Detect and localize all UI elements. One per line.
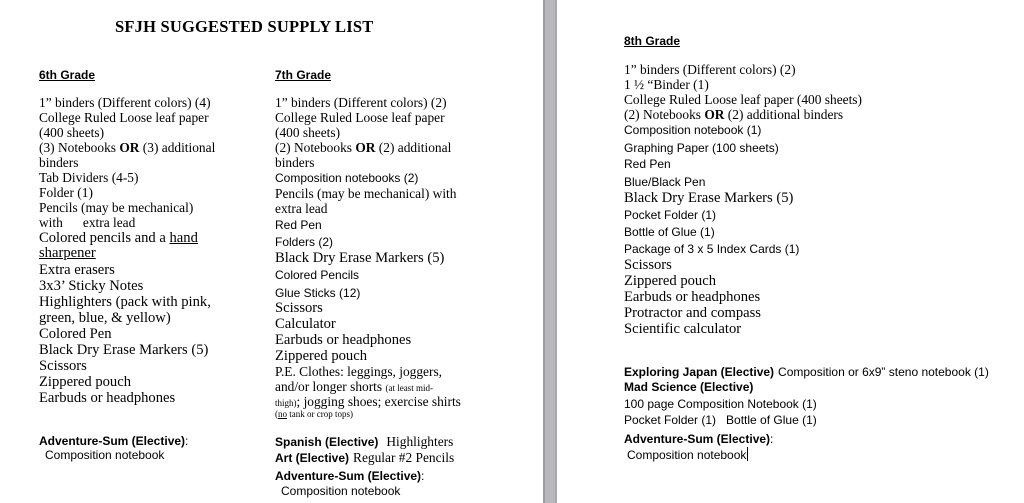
grade-8-mad-science-item: Pocket Folder (1) Bottle of Glue (1) xyxy=(624,413,817,427)
grade-6-elective-item: Composition notebook xyxy=(45,448,165,462)
grade-6-item: Scissors xyxy=(39,358,87,374)
grade-7-item: binders xyxy=(275,155,315,170)
grade-6-item: College Ruled Loose leaf paper xyxy=(39,110,209,125)
grade-7-item: Pencils (may be mechanical) with xyxy=(275,186,457,201)
grade-6-item: binders xyxy=(39,155,79,170)
grade-7-pe-line: and/or longer shorts (at least mid- xyxy=(275,379,433,394)
grade-7-pe-line: thigh); jogging shoes; exercise shirts xyxy=(275,394,461,409)
grade-7-pe-line: (no tank or crop tops) xyxy=(275,409,353,419)
grade-6-item: green, blue, & yellow) xyxy=(39,310,171,326)
grade-7-item: Colored Pencils xyxy=(275,268,360,282)
grade-8-item: Package of 3 x 5 Index Cards (1) xyxy=(624,242,800,256)
grade-8-item: Graphing Paper (100 sheets) xyxy=(624,141,779,155)
grade-8-item: Red Pen xyxy=(624,157,671,171)
grade-7-item: Earbuds or headphones xyxy=(275,332,412,348)
grade-7-item: Zippered pouch xyxy=(275,348,367,364)
grade-6-item: (3) Notebooks OR (3) additional xyxy=(39,140,216,155)
grade-8-adventure-item[interactable]: Composition notebook xyxy=(627,448,747,462)
grade-7-item: Red Pen xyxy=(275,218,322,232)
grade-6-item: Colored pencils and a hand xyxy=(39,230,198,246)
grade-6-item: with extra lead xyxy=(39,215,136,230)
grade-8-item: Zippered pouch xyxy=(624,273,716,289)
grade-8-item: Earbuds or headphones xyxy=(624,289,761,305)
grade-6-item: Highlighters (pack with pink, xyxy=(39,294,211,310)
grade-6-item: Colored Pen xyxy=(39,326,112,342)
grade-7-item: Glue Sticks (12) xyxy=(275,286,361,300)
grade-6-item: 3x3’ Sticky Notes xyxy=(39,278,144,294)
grade-8-item: Pocket Folder (1) xyxy=(624,208,717,222)
text-cursor xyxy=(747,447,748,461)
grade-8-item: Black Dry Erase Markers (5) xyxy=(624,190,794,206)
grade-8-heading: 8th Grade xyxy=(624,34,681,48)
grade-6-item: 1” binders (Different colors) (4) xyxy=(39,95,211,110)
page-divider xyxy=(543,0,557,503)
grade-7-heading: 7th Grade xyxy=(275,68,332,82)
grade-8-item: Scientific calculator xyxy=(624,321,742,337)
grade-6-item: Tab Dividers (4-5) xyxy=(39,170,139,185)
grade-8-item: 1” binders (Different colors) (2) xyxy=(624,62,796,77)
grade-7-adventure-item: Composition notebook xyxy=(281,484,401,498)
grade-7-item: 1” binders (Different colors) (2) xyxy=(275,95,447,110)
grade-7-item: Scissors xyxy=(275,300,323,316)
grade-7-item: College Ruled Loose leaf paper xyxy=(275,110,445,125)
grade-7-pe-line: P.E. Clothes: leggings, joggers, xyxy=(275,364,443,379)
grade-8-mad-science-elective: Mad Science (Elective) xyxy=(624,380,754,394)
grade-8-item: Scissors xyxy=(624,257,672,273)
grade-6-item: Extra erasers xyxy=(39,262,115,278)
grade-8-item: (2) Notebooks OR (2) additional binders xyxy=(624,107,844,122)
grade-6-elective-label: Adventure-Sum (Elective): xyxy=(39,434,189,448)
grade-8-item: Protractor and compass xyxy=(624,305,761,321)
grade-7-item: Calculator xyxy=(275,316,336,332)
grade-6-item: (400 sheets) xyxy=(39,125,105,140)
grade-7-item: (2) Notebooks OR (2) additional xyxy=(275,140,452,155)
grade-8-item: Composition notebook (1) xyxy=(624,123,762,137)
grade-6-item: Folder (1) xyxy=(39,185,93,200)
grade-7-item: Black Dry Erase Markers (5) xyxy=(275,250,445,266)
grade-7-art-elective: Art (Elective) Regular #2 Pencils xyxy=(275,450,455,465)
grade-7-item: (400 sheets) xyxy=(275,125,341,140)
grade-6-item: Zippered pouch xyxy=(39,374,131,390)
grade-7-item: extra lead xyxy=(275,201,328,216)
grade-8-item: 1 ½ “Binder (1) xyxy=(624,77,709,92)
grade-6-item: Black Dry Erase Markers (5) xyxy=(39,342,209,358)
grade-7-spanish-elective: Spanish (Elective) Highlighters xyxy=(275,434,454,449)
grade-6-heading: 6th Grade xyxy=(39,68,96,82)
grade-7-adventure-elective: Adventure-Sum (Elective): xyxy=(275,469,425,483)
grade-6-item: Pencils (may be mechanical) xyxy=(39,200,194,215)
grade-6-item: sharpener xyxy=(39,245,96,261)
grade-8-item: Bottle of Glue (1) xyxy=(624,225,715,239)
document-page-2 xyxy=(557,0,1024,503)
grade-8-item: Blue/Black Pen xyxy=(624,175,706,189)
grade-6-item: Earbuds or headphones xyxy=(39,390,176,406)
grade-8-mad-science-item: 100 page Composition Notebook (1) xyxy=(624,397,817,411)
grade-7-item: Folders (2) xyxy=(275,235,334,249)
grade-7-item: Composition notebooks (2) xyxy=(275,171,419,185)
grade-8-japan-elective: Exploring Japan (Elective) Composition or 6x9” steno notebook (1) xyxy=(624,365,989,379)
document-title: SFJH SUGGESTED SUPPLY LIST xyxy=(115,17,374,36)
grade-8-adventure-elective: Adventure-Sum (Elective): xyxy=(624,432,774,446)
grade-8-item: College Ruled Loose leaf paper (400 sheets) xyxy=(624,92,862,107)
